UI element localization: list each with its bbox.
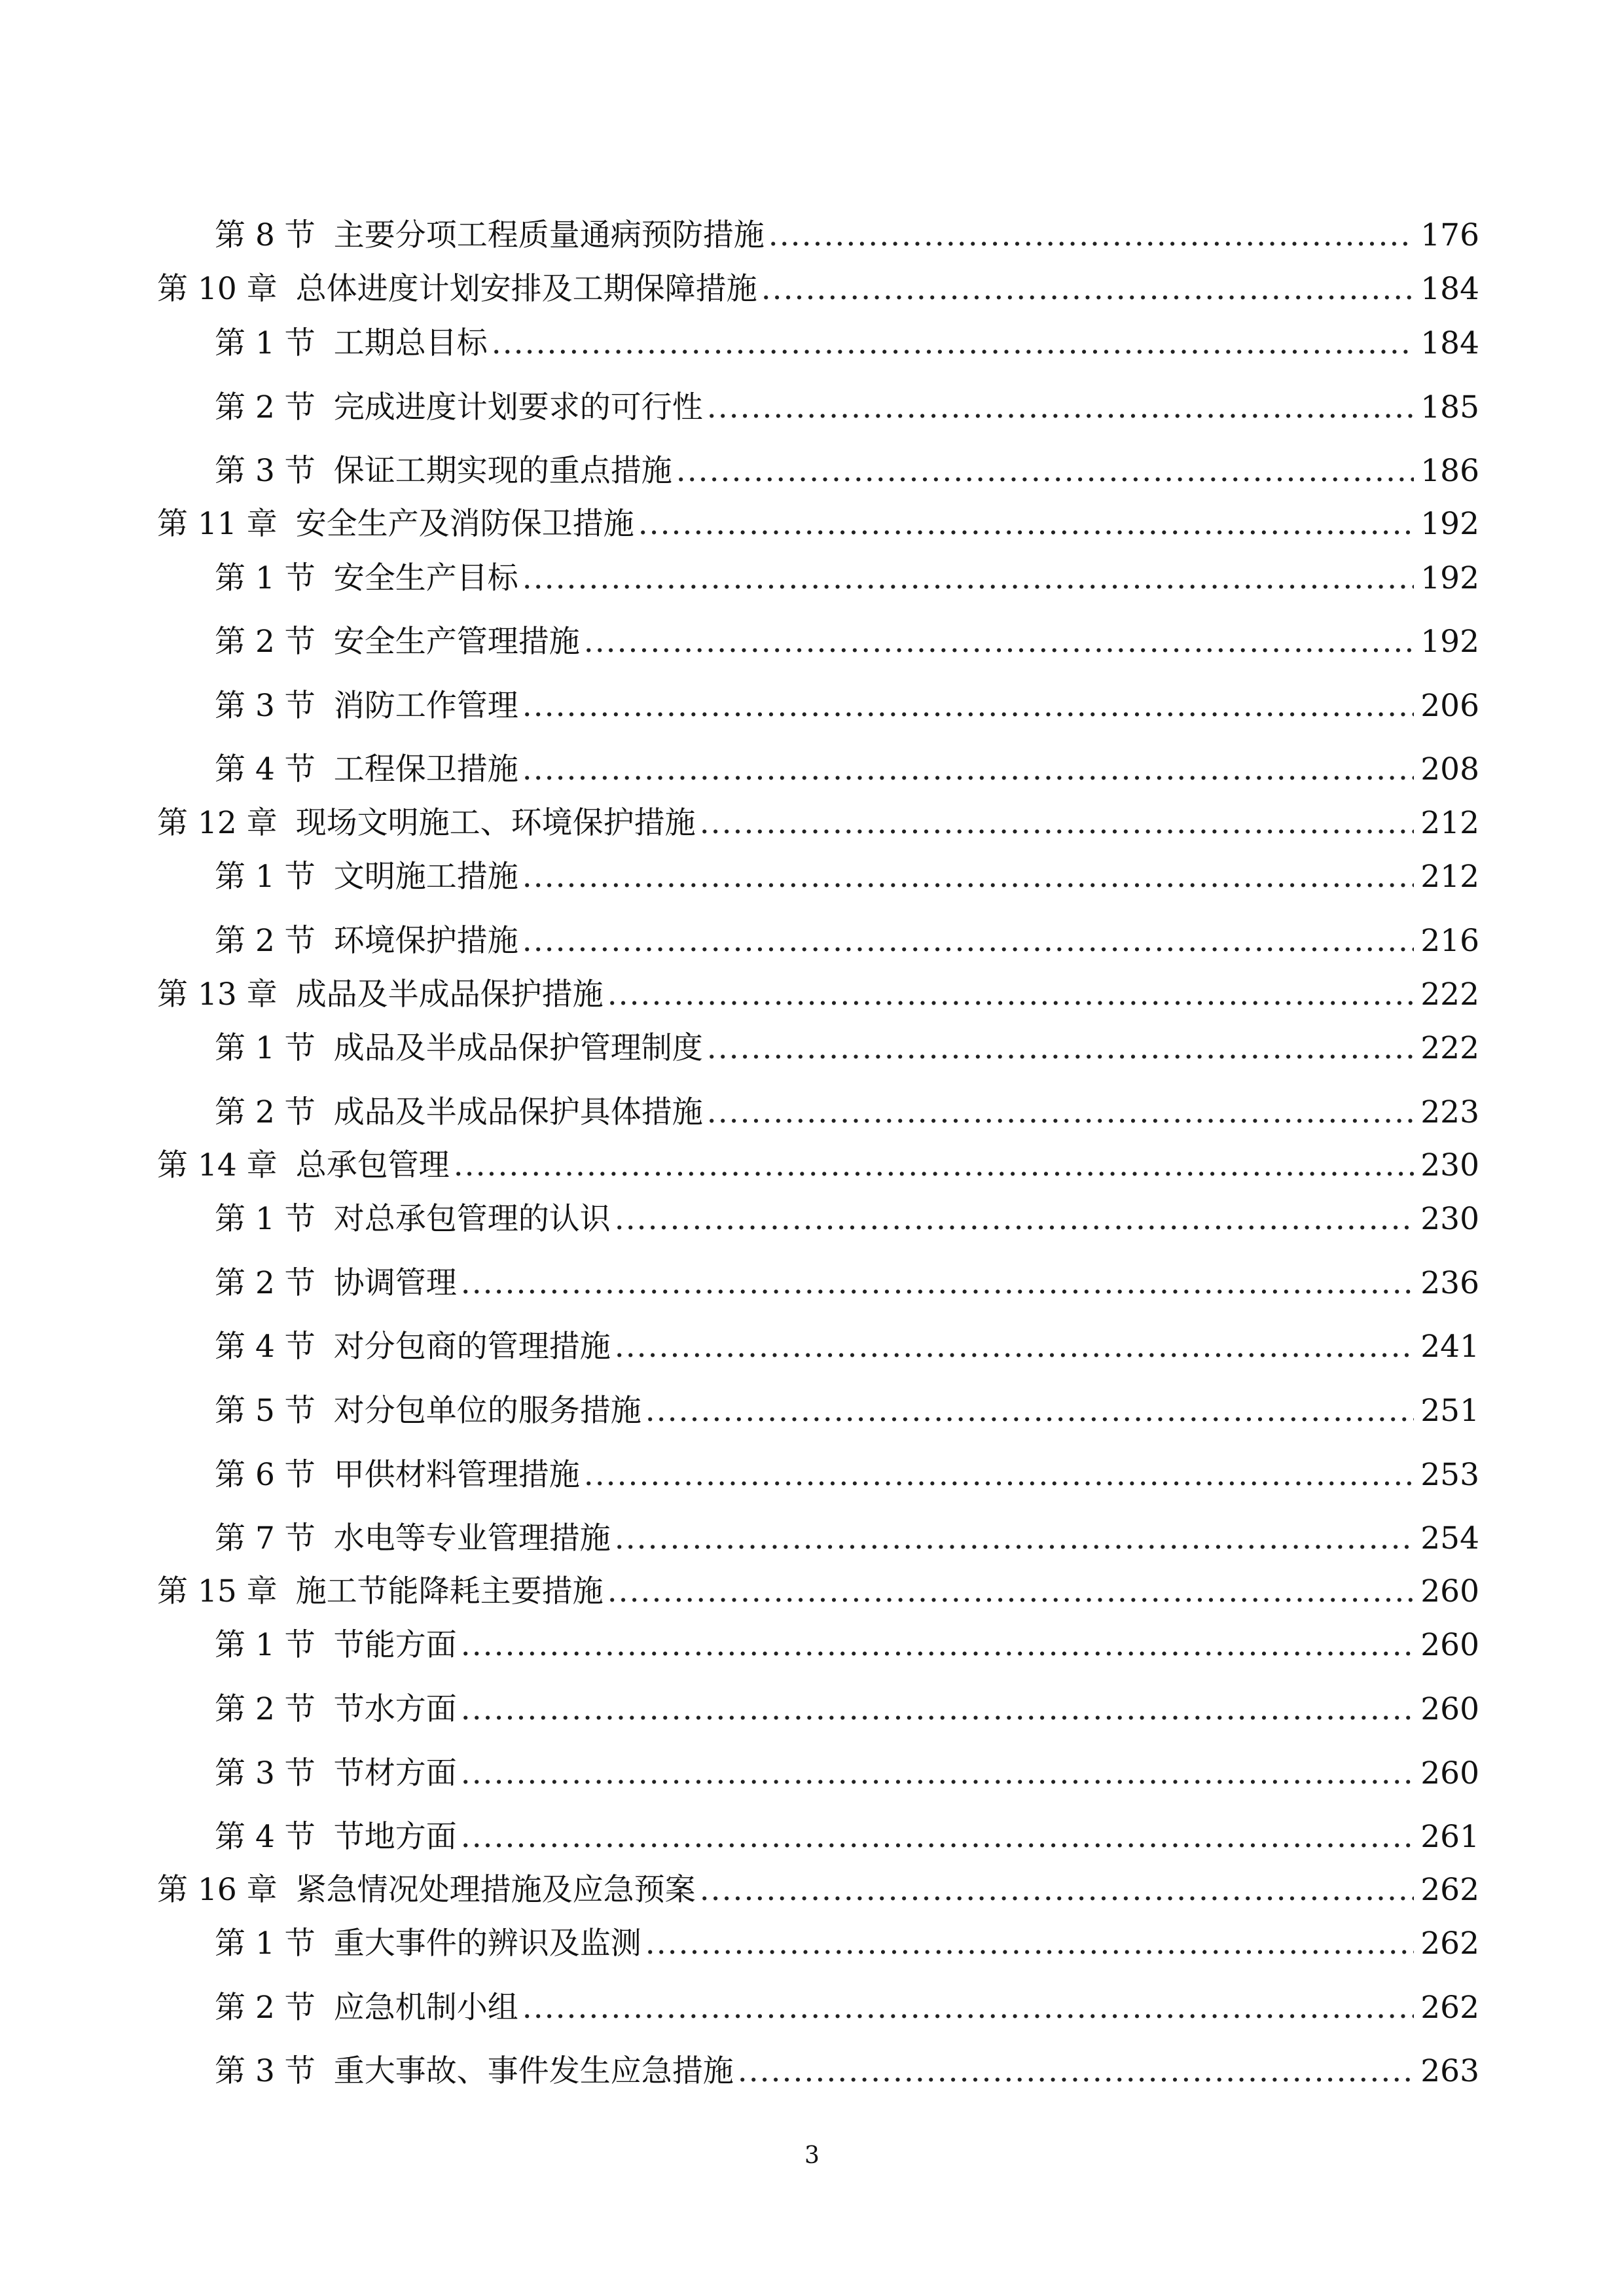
toc-entry-title: 完成进度计划要求的可行性: [333, 389, 703, 425]
toc-entry-title: 重大事件的辨识及监测: [333, 1926, 641, 1962]
dot-leader: [607, 975, 1415, 1014]
toc-entry-page: 184: [1420, 271, 1479, 307]
toc-section-entry[interactable]: [215, 1690, 1479, 1729]
toc-entry-number: 第 1 节: [215, 1201, 316, 1237]
toc-entry-page: 230: [1420, 1147, 1479, 1183]
dot-leader: [584, 622, 1414, 662]
toc-entry-number: 第 2 节: [215, 1265, 316, 1301]
toc-entry-number: 第 3 节: [215, 2053, 316, 2089]
toc-entry-page: 212: [1420, 859, 1479, 895]
toc-entry-title: 施工节能降耗主要措施: [295, 1573, 604, 1609]
toc-entry-page: 186: [1420, 453, 1479, 489]
toc-entry-title: 工期总目标: [333, 325, 488, 361]
toc-chapter-entry[interactable]: [157, 1871, 1479, 1910]
toc-entry-page: 260: [1420, 1691, 1479, 1727]
toc-entry-title: 对分包商的管理措施: [333, 1329, 611, 1365]
toc-chapter-entry[interactable]: [157, 505, 1479, 544]
toc-section-entry[interactable]: [215, 687, 1479, 726]
toc-entry-number: 第 1 节: [215, 859, 316, 895]
toc-entry-number: 第 4 节: [215, 1329, 316, 1365]
toc-entry-title: 协调管理: [333, 1265, 457, 1301]
toc-entry-title: 甲供材料管理措施: [333, 1457, 580, 1493]
toc-entry-title: 节水方面: [333, 1691, 457, 1727]
dot-leader: [584, 1456, 1414, 1495]
toc-entry-page: 236: [1420, 1265, 1479, 1301]
toc-entry-number: 第 10 章: [157, 271, 278, 307]
dot-leader: [761, 270, 1415, 309]
dot-leader: [522, 857, 1414, 897]
toc-entry-page: 262: [1420, 1990, 1479, 2026]
toc-entry-title: 环境保护措施: [333, 923, 518, 959]
dot-leader: [615, 1327, 1414, 1367]
toc-entry-number: 第 16 章: [157, 1872, 278, 1908]
toc-section-entry[interactable]: [215, 452, 1479, 491]
toc-entry-page: 222: [1420, 1030, 1479, 1066]
toc-section-entry[interactable]: [215, 1924, 1479, 1964]
toc-entry-title: 成品及半成品保护措施: [295, 977, 604, 1013]
toc-section-entry[interactable]: [215, 1029, 1479, 1068]
toc-entry-page: 216: [1420, 923, 1479, 959]
toc-chapter-entry[interactable]: [157, 1572, 1479, 1611]
toc-chapter-entry[interactable]: [157, 1146, 1479, 1185]
toc-section-entry[interactable]: [215, 1519, 1479, 1558]
toc-entry-number: 第 2 节: [215, 1094, 316, 1130]
toc-entry-number: 第 1 节: [215, 560, 316, 596]
toc-section-entry[interactable]: [215, 1988, 1479, 2028]
toc-entry-page: 261: [1420, 1819, 1479, 1855]
toc-entry-title: 消防工作管理: [333, 688, 518, 724]
dot-leader: [615, 1519, 1414, 1558]
toc-entry-page: 184: [1420, 325, 1479, 361]
dot-leader: [461, 1754, 1414, 1793]
toc-section-entry[interactable]: [215, 1264, 1479, 1303]
toc-entry-page: 222: [1420, 977, 1479, 1013]
dot-leader: [522, 1988, 1414, 2028]
dot-leader: [461, 1690, 1414, 1729]
toc-entry-number: 第 2 节: [215, 389, 316, 425]
toc-entry-title: 文明施工措施: [333, 859, 518, 895]
toc-entry-title: 主要分项工程质量通病预防措施: [333, 217, 765, 253]
dot-leader: [522, 750, 1414, 789]
toc-entry-title: 现场文明施工、环境保护措施: [295, 805, 696, 841]
toc-section-entry[interactable]: [215, 1754, 1479, 1793]
toc-entry-page: 260: [1420, 1755, 1479, 1791]
toc-section-entry[interactable]: [215, 2052, 1479, 2091]
toc-section-entry[interactable]: [215, 922, 1479, 961]
dot-leader: [522, 559, 1414, 598]
toc-entry-number: 第 1 节: [215, 1030, 316, 1066]
toc-entry-title: 保证工期实现的重点措施: [333, 453, 672, 489]
toc-entry-page: 230: [1420, 1201, 1479, 1237]
toc-entry-title: 安全生产及消防保卫措施: [295, 506, 634, 542]
toc-entry-title: 对总承包管理的认识: [333, 1201, 611, 1237]
dot-leader: [738, 2052, 1414, 2091]
toc-chapter-entry[interactable]: [157, 270, 1479, 309]
toc-entry-number: 第 13 章: [157, 977, 278, 1013]
toc-entry-page: 251: [1420, 1393, 1479, 1429]
toc-entry-title: 安全生产目标: [333, 560, 518, 596]
toc-entry-number: 第 12 章: [157, 805, 278, 841]
toc-section-entry[interactable]: [215, 1200, 1479, 1239]
dot-leader: [461, 1626, 1414, 1665]
dot-leader: [454, 1146, 1415, 1185]
toc-entry-title: 工程保卫措施: [333, 751, 518, 787]
dot-leader: [676, 452, 1414, 491]
toc-entry-number: 第 2 节: [215, 1990, 316, 2026]
toc-entry-number: 第 1 节: [215, 1926, 316, 1962]
toc-entry-page: 206: [1420, 688, 1479, 724]
toc-entry-title: 对分包单位的服务措施: [333, 1393, 641, 1429]
dot-leader: [461, 1818, 1414, 1857]
toc-entry-title: 重大事故、事件发生应急措施: [333, 2053, 734, 2089]
dot-leader: [707, 1029, 1414, 1068]
toc-entry-page: 262: [1420, 1926, 1479, 1962]
dot-leader: [522, 922, 1414, 961]
toc-entry-title: 水电等专业管理措施: [333, 1520, 611, 1556]
toc-section-entry[interactable]: [215, 857, 1479, 897]
toc-entry-number: 第 14 章: [157, 1147, 278, 1183]
toc-entry-number: 第 4 节: [215, 751, 316, 787]
toc-entry-title: 节材方面: [333, 1755, 457, 1791]
toc-entry-title: 紧急情况处理措施及应急预案: [295, 1872, 696, 1908]
toc-entry-number: 第 2 节: [215, 923, 316, 959]
toc-chapter-entry[interactable]: [157, 804, 1479, 843]
toc-entry-number: 第 11 章: [157, 506, 278, 542]
toc-section-entry[interactable]: [215, 388, 1479, 427]
dot-leader: [700, 804, 1415, 843]
toc-entry-page: 185: [1420, 389, 1479, 425]
toc-entry-page: 212: [1420, 805, 1479, 841]
dot-leader: [700, 1871, 1415, 1910]
toc-entry-title: 节地方面: [333, 1819, 457, 1855]
dot-leader: [607, 1572, 1415, 1611]
toc-entry-page: 176: [1420, 217, 1479, 253]
dot-leader: [522, 687, 1414, 726]
toc-entry-page: 263: [1420, 2053, 1479, 2089]
toc-entry-page: 241: [1420, 1329, 1479, 1365]
dot-leader: [707, 1093, 1414, 1132]
toc-entry-page: 192: [1420, 624, 1479, 660]
toc-entry-page: 253: [1420, 1457, 1479, 1493]
dot-leader: [768, 216, 1414, 255]
toc-entry-page: 262: [1420, 1872, 1479, 1908]
dot-leader: [645, 1391, 1414, 1431]
toc-entry-number: 第 6 节: [215, 1457, 316, 1493]
toc-entry-title: 安全生产管理措施: [333, 624, 580, 660]
toc-entry-page: 208: [1420, 751, 1479, 787]
dot-leader: [461, 1264, 1414, 1303]
toc-entry-title: 应急机制小组: [333, 1990, 518, 2026]
toc-entry-number: 第 1 节: [215, 1627, 316, 1663]
toc-entry-number: 第 1 节: [215, 325, 316, 361]
toc-entry-title: 成品及半成品保护具体措施: [333, 1094, 703, 1130]
toc-entry-number: 第 5 节: [215, 1393, 316, 1429]
toc-entry-number: 第 7 节: [215, 1520, 316, 1556]
toc-entry-page: 260: [1420, 1573, 1479, 1609]
toc-section-entry[interactable]: [215, 324, 1479, 363]
toc-section-entry[interactable]: [215, 622, 1479, 662]
toc-section-entry[interactable]: [215, 1626, 1479, 1665]
toc-section-entry[interactable]: [215, 1327, 1479, 1367]
toc-entry-title: 成品及半成品保护管理制度: [333, 1030, 703, 1066]
toc-entry-page: 192: [1420, 506, 1479, 542]
dot-leader: [492, 324, 1414, 363]
toc-section-entry[interactable]: [215, 559, 1479, 598]
toc-entry-title: 总承包管理: [295, 1147, 450, 1183]
toc-entry-page: 223: [1420, 1094, 1479, 1130]
dot-leader: [707, 388, 1414, 427]
toc-entry-number: 第 15 章: [157, 1573, 278, 1609]
dot-leader: [638, 505, 1415, 544]
toc-entry-number: 第 2 节: [215, 624, 316, 660]
toc-entry-number: 第 3 节: [215, 453, 316, 489]
toc-entry-title: 节能方面: [333, 1627, 457, 1663]
toc-entry-number: 第 3 节: [215, 1755, 316, 1791]
toc-section-entry[interactable]: [215, 1391, 1479, 1431]
page-number: 3: [804, 2142, 820, 2169]
toc-entry-number: 第 8 节: [215, 217, 316, 253]
toc-entry-number: 第 4 节: [215, 1819, 316, 1855]
toc-section-entry[interactable]: [215, 750, 1479, 789]
toc-entry-page: 260: [1420, 1627, 1479, 1663]
toc-section-entry[interactable]: [215, 216, 1479, 255]
toc-section-entry[interactable]: [215, 1456, 1479, 1495]
dot-leader: [615, 1200, 1414, 1239]
toc-section-entry[interactable]: [215, 1818, 1479, 1857]
dot-leader: [645, 1924, 1414, 1964]
toc-section-entry[interactable]: [215, 1093, 1479, 1132]
toc-entry-number: 第 3 节: [215, 688, 316, 724]
toc-entry-page: 192: [1420, 560, 1479, 596]
toc-chapter-entry[interactable]: [157, 975, 1479, 1014]
toc-entry-title: 总体进度计划安排及工期保障措施: [295, 271, 757, 307]
toc-entry-page: 254: [1420, 1520, 1479, 1556]
toc-entry-number: 第 2 节: [215, 1691, 316, 1727]
